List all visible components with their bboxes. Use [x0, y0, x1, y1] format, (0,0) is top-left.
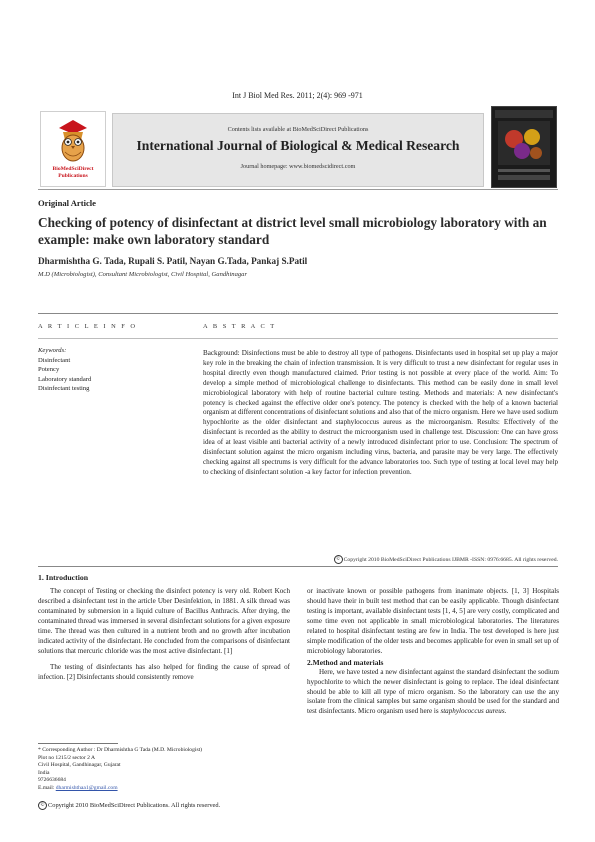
footnote-phone: 9726636684: [38, 777, 66, 784]
info-top-divider: [38, 313, 558, 314]
footnote-address: India: [38, 769, 50, 776]
keyword-item: Potency: [38, 366, 60, 374]
method-paragraph: [307, 668, 559, 718]
method-heading: 2.Method and materials: [307, 657, 384, 667]
intro-paragraph: The concept of Testing or checking the disinfect potency is very old. Robert Koch described a disinfectant test in the article Uber Desinfektion, in 1881. A silk thread was contaminated by submersion in a liquid culture of Bacillus Anthracis. After drying, the contaminated thread was immersed in several disinfectant solutions for a given exposure time. The thread was then cultured in a nutrient broth and no growth after incubation indicated activity of the disinfectant. He concluded from the comparisons of disinfectant solutions that mercuric chloride was the most active disinfectant. [1]: [38, 587, 290, 655]
footnote-author: * Corresponding Author : Dr Dharmishtha G Tada (M.D. Microbiologist): [38, 747, 203, 753]
journal-cover-image: [492, 107, 556, 187]
journal-homepage: Journal homepage: www.biomedscidirect.com: [240, 163, 356, 170]
header-divider: [38, 189, 558, 190]
info-bottom-divider: [38, 338, 558, 339]
article-info-heading: A R T I C L E I N F O: [38, 323, 138, 330]
footer-copyright: [38, 801, 220, 810]
keyword-item: Laboratory standard: [38, 375, 92, 383]
introduction-heading: 1. Introduction: [38, 573, 89, 582]
body-divider: [38, 566, 558, 567]
contents-line: Contents lists available at BioMedSciDirect Publications: [227, 126, 369, 133]
email-link[interactable]: dharmishthaa1@gmail.com: [55, 784, 118, 791]
journal-citation: Int J Biol Med Res. 2011; 2(4): 969 -971: [232, 91, 363, 100]
intro-paragraph: or inactivate known or possible pathogens from inanimate objects. [1, 3] Hospitals should have their in built test method that can be easily applicable. Though disinfectant testing is important, available disinfectant tests [1, 4, 5] are very costly, complicated and some time even not applicable in small microbiological laboratories. The literatures related to hospital disinfectant testing are few in India. The test developed is here just simple modification of the older tests and becomes applicable for even in small set up of microbiology laboratories.: [307, 587, 559, 655]
body-column-right: [307, 587, 559, 717]
footnote-address: Civil Hospital, Gandhinagar, Gujarat: [38, 762, 121, 769]
keyword-item: Disinfectant testing: [38, 385, 90, 393]
publisher-name: BioMedSciDirect: [52, 166, 94, 172]
publisher-logo: [40, 111, 106, 187]
keywords-heading: Keywords:: [38, 347, 67, 354]
keywords-block: [38, 346, 91, 394]
footnote-divider: [38, 743, 118, 744]
abstract-heading: A B S T R A C T: [203, 323, 277, 330]
article-title: Checking of potency of disinfectant at district level small microbiology laboratory with an example: make own laboratory standard: [38, 215, 547, 247]
footnote-email-line: [38, 785, 290, 793]
body-column-left: [38, 587, 290, 683]
article-type: Original Article: [38, 198, 96, 208]
footer-copyright-text: Copyright 2010 BioMedSciDirect Publications. All rights reserved.: [48, 801, 221, 809]
journal-title: International Journal of Biological & Medical Research: [136, 138, 460, 153]
owl-icon: [53, 114, 93, 164]
corresponding-author-footnote: [38, 747, 290, 793]
journal-cover-thumbnail: [491, 106, 557, 188]
affiliation: M.D (Microbiologist), Consultant Microbiologist, Civil Hospital, Gandhinagar: [38, 271, 248, 278]
intro-paragraph: The testing of disinfectants has also helped for finding the cause of spread of infection. [2] Disinfectants should consistently remove: [38, 662, 290, 681]
abstract-text: Background: Disinfections must be able to destroy all type of pathogens. Disinfectants used in hospital set up play a major key role in the breaking the chain of infection transmission. It is very difficult to trust a new disinfectant for regular uses in hospital directly even though manufactured claimed. Prior testing is not possible at every place of the world. Aim: To develop a simple method of microbiological challenge to disinfectants. This method can be easily done in small level microbiological laboratory with help of routine bacterial culture testing. Methods and materials: A new disinfectant's potency is checked against the effective older one's potency. The potency is checked with the help of a known bacterial organism at different concentrations of disinfectant solutions and also that of the micro organism. Here we have used sodium hypochlorite as the older disinfectant and staphylococcus aureus as the microorganism. Results: Effectively of the disinfectant is recorded as the ability to destruct the microorganism used in challenge test. Discussion: One can have gross idea of at least visible anti bacterial activity of a newly introduced disinfectant prior to use. Conclusion: The spectrum of disinfectant solution against the micro organism including virus, bacteria, and parasite may be very large. The effectively checking against all spectrums is very difficult for the advance laboratories too. Such type of testing at local level may help to checking of disinfectant solution -a key factor for infection prevention.: [203, 349, 558, 476]
publisher-suffix: Publications: [58, 173, 88, 179]
footnote-address: Plot no 1215/2 sector 2 A: [38, 754, 96, 761]
authors: Dharmishtha G. Tada, Rupali S. Patil, Nayan G.Tada, Pankaj S.Patil: [38, 256, 308, 266]
copyright-icon: ©: [38, 801, 47, 810]
organism-name: staphylococcus aureus.: [440, 707, 507, 716]
keyword-item: Disinfectant: [38, 356, 71, 364]
copyright-icon: ©: [334, 555, 343, 564]
footnote-email-label: E.mail:: [38, 784, 55, 791]
method-paragraph-text: Here, we have tested a new disinfectant against the standard disinfectant the sodium hypochlorite to which the newer disinfectant is going to replace. The ideal disinfectant should be able to kill all type of micro organism. So the laboratory can use the any isolate from the clinical samples but same organism should be used for the standard and test disinfectants. Micro organism used here is: [307, 667, 559, 716]
abstract-copyright-text: Copyright 2010 BioMedSciDirect Publications IJBMR -ISSN: 0976:6685. All rights reserved.: [343, 556, 558, 563]
abstract-copyright: [203, 555, 558, 564]
